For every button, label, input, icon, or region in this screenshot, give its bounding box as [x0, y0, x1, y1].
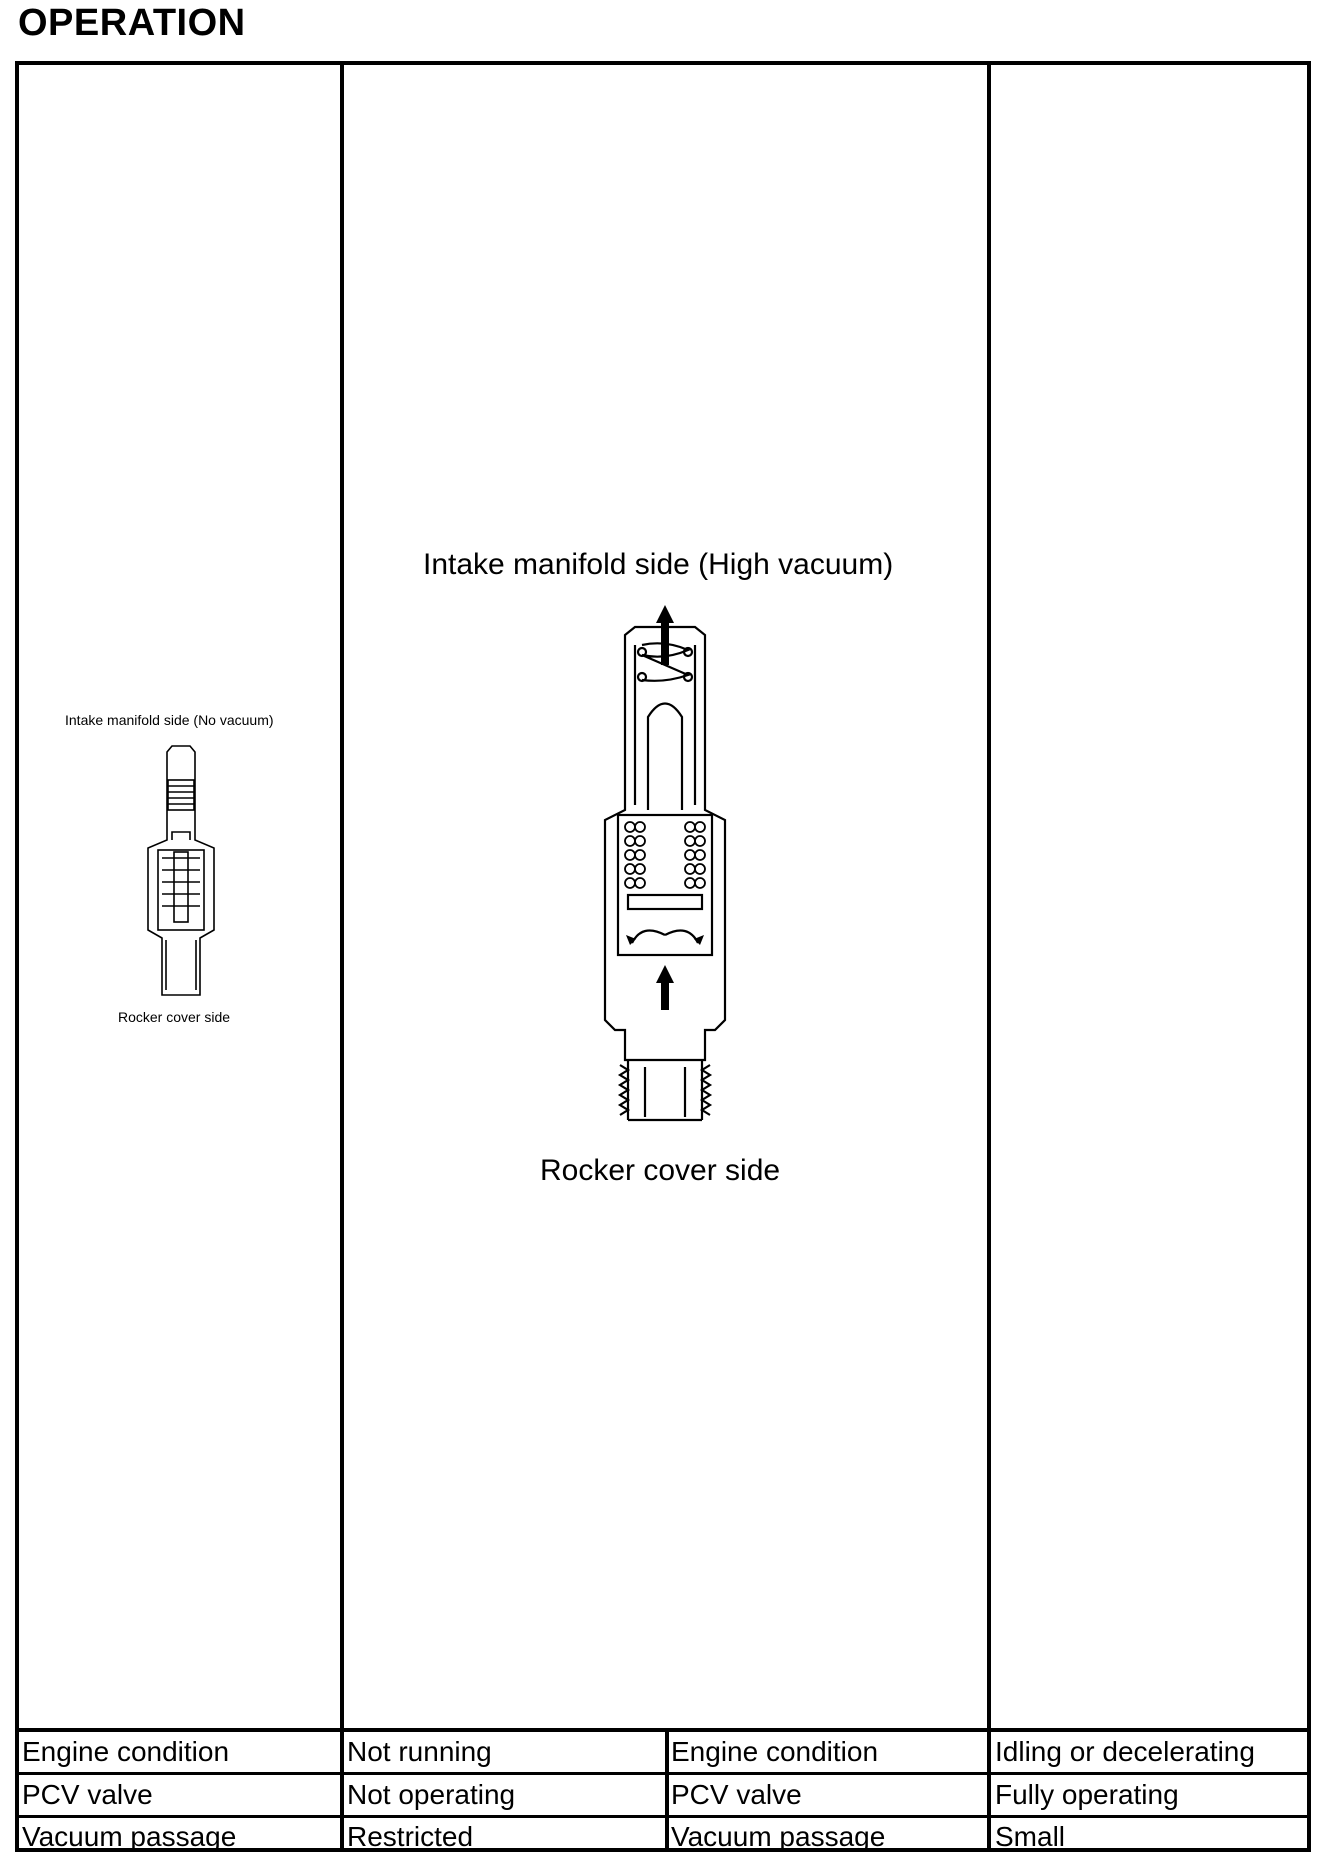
- page-title: OPERATION: [18, 2, 246, 44]
- pcv-valve-closed-illustration: [140, 740, 220, 1000]
- table-row-divider-1: [15, 1772, 1311, 1775]
- table-cell-label: PCV valve: [671, 1779, 802, 1810]
- table-cell-label: Engine condition: [671, 1736, 879, 1767]
- table-cell-value: Idling or decelerating: [995, 1736, 1255, 1767]
- table-cell-label: Vacuum passage: [22, 1821, 237, 1852]
- table-cell-value: Fully operating: [995, 1779, 1179, 1810]
- left-figure-top-label: Intake manifold side (No vacuum): [65, 712, 274, 728]
- table-cell-value: Not operating: [347, 1779, 516, 1810]
- column-divider-2: [987, 61, 991, 1852]
- table-cell-label: PCV valve: [22, 1779, 153, 1810]
- table-row-divider-2: [15, 1815, 1311, 1818]
- table-cell-value: Small: [995, 1821, 1066, 1852]
- left-figure-bottom-label: Rocker cover side: [118, 1009, 231, 1025]
- table-cell-label: Vacuum passage: [671, 1821, 886, 1852]
- middle-figure-top-label: Intake manifold side (High vacuum): [423, 548, 894, 581]
- middle-figure-bottom-label: Rocker cover side: [540, 1154, 781, 1187]
- pcv-valve-open-illustration: [580, 605, 750, 1130]
- table-cell-value: Not running: [347, 1736, 492, 1767]
- table-cell-label: Engine condition: [22, 1736, 230, 1767]
- column-divider-1: [340, 61, 344, 1852]
- figure-table-divider: [15, 1728, 1311, 1732]
- table-cell-value: Restricted: [347, 1821, 474, 1852]
- table-column-divider: [665, 1730, 669, 1852]
